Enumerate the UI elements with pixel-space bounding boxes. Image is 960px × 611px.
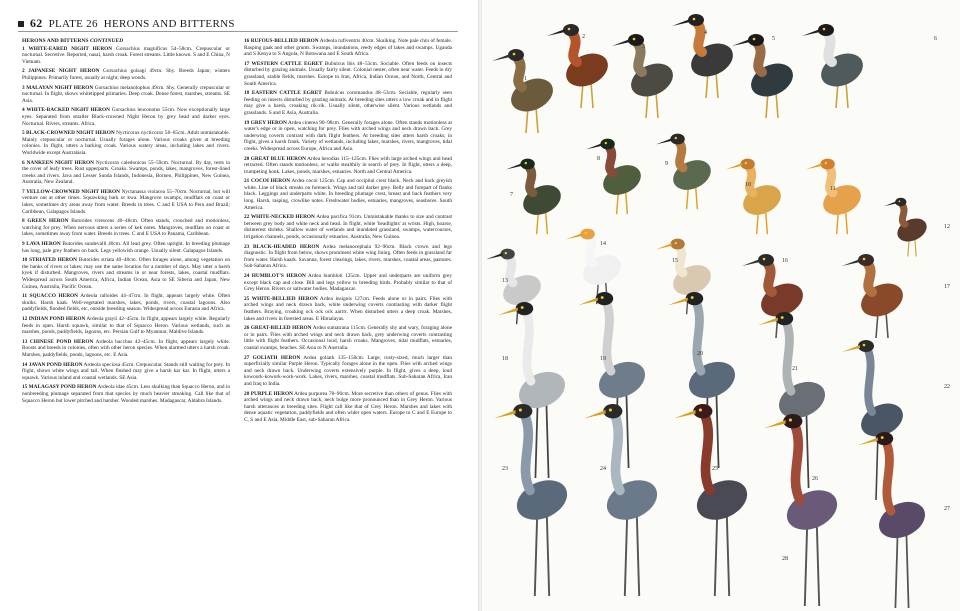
species-description: Ardea insignis 127cm. Feeds alone or in pairs. Flies with arched wings and neck drawn back, white underwing coverts contrasting with darker flight feathers. Braying, croaking ock ock ock aarrrr. When disturbed utters a deep croak. Marshes, lakes and rivers in forested areas. E Himalayas. xyxy=(244,295,452,322)
species-name: 10 STRIATED HERON xyxy=(22,257,78,264)
heron-illustration xyxy=(732,34,798,118)
text-column-left xyxy=(22,38,230,407)
plate-label: PLATE 26 xyxy=(48,17,98,30)
heron-illustration xyxy=(842,340,908,500)
species-description: Ardea humbloti 125cm. Upper and underparts are uniform grey except black cap and close. Bill and legs yellow to breeding birds. Probably similar to that of Grey Heron. Rivers or saltwater bodies. Madagascar. xyxy=(244,273,453,293)
species-name: 9 LAVA HERON xyxy=(22,241,61,248)
plate-number-label: 22 xyxy=(944,384,950,390)
species-name: 25 WHITE-BELLIED HERON xyxy=(244,295,318,302)
species-name: 4 WHITE-BACKED NIGHT HERON xyxy=(22,107,110,114)
species-entry xyxy=(22,160,230,186)
plate-number-label: 26 xyxy=(812,476,818,482)
plate-number-label: 19 xyxy=(600,356,606,362)
plate-number-label: 1 xyxy=(524,76,527,82)
heron-illustration xyxy=(672,14,738,98)
species-name: 23 BLACK-HEADED HERON xyxy=(244,243,320,250)
species-entry xyxy=(244,355,452,388)
species-name: 28 PURPLE HERON xyxy=(244,390,293,397)
species-name: 12 INDIAN POND HERON xyxy=(22,315,86,322)
heron-illustration xyxy=(764,414,844,606)
species-description: Ardea cocoi 125cm. Cap and occipital crest black. Neck and back greyish white. Line of black streaks on foreneck. Wings and tail darker grey. Belly and forepart of flanks black. Leggings and underparts white. In breeding plumage crest, breast and back feathers very long. Harsh, rasping, crowlike notes. Freshwater bodies, estuaries, mangroves, seashores. South America. xyxy=(244,178,452,211)
species-name: 13 CHINESE POND HERON xyxy=(22,338,94,345)
species-entry xyxy=(22,257,230,290)
heron-plate-illustration xyxy=(482,0,960,611)
species-entry xyxy=(22,293,230,313)
plate-number-label: 17 xyxy=(944,284,950,290)
plate-number-label: 11 xyxy=(830,186,836,192)
plate-number-label: 24 xyxy=(600,466,606,472)
plate-number-label: 16 xyxy=(782,258,788,264)
species-description: Ardeola rufiventris 40cm. Skulking. Note pale chin of female. Rasping gaak and other grunts. Swamps, inundations, reedy edges of lakes and swamps. Uganda and S Kenya to S Angola, N Botswana and E South Africa. xyxy=(244,38,452,58)
species-entry xyxy=(22,384,230,404)
plate-number-label: 13 xyxy=(502,278,508,284)
plate-number-label: 12 xyxy=(944,224,950,230)
plate-subtitle: HERONS AND BITTERNS xyxy=(103,17,235,30)
species-name: 17 WESTERN CATTLE EGRET xyxy=(244,60,323,67)
species-description: Ardea pacifica 91cm. Unmistakable thanks to size and contrast between grey body and white neck and head. In flight, white 'headlights' at wrists. High, hoarse, disinterest shrieks. Shallow water of wetlands and inundated grassland, swamps, watercourses, irrigation channels, ponds, occasionally estuaries. Australia, New Guinea. xyxy=(244,214,453,241)
species-description: Ardeola speciosa 45cm. Crepuscular. Stands still waiting for prey. In flight, shows white wings and tail. When flushed may give a harsh kar kar. In flight, utters a squawk. Various inland and coastal wetlands. SE Asia. xyxy=(22,361,230,381)
species-entry xyxy=(22,189,230,215)
plate-number-label: 20 xyxy=(697,351,703,357)
species-description: Gorsachius leuconotus 55cm. Now exceptionally large eyes. Separated from smaller Black-crowned Night Heron by grey head and darker eyes. Nocturnal. Rivers, streams. Africa. xyxy=(22,107,231,127)
species-name: 16 RUFOUS-BELLIED HERON xyxy=(244,38,319,44)
species-description: Butorides striata 40–48cm. Often forages alone, among vegetation on the banks of rivers or lakes; may use the same location for a number of days. May utter a harsh kyek if disturbed. Mangroves, rivers and streams in or near forests, lakes, coastal mudflats. Widespread across South America, Africa, Indian Ocean, Asia to SE Siberia and Japan, New Guinea, Australia, Pacific Ocean. xyxy=(22,257,230,290)
species-name: 2 JAPANESE NIGHT HERON xyxy=(22,68,100,75)
plate-number-label: 21 xyxy=(792,366,798,372)
heron-illustration xyxy=(492,49,558,133)
species-description: Ardea herodias 115–125cm. Flies with large arched wings and head retracted. Often stands motionless, or walks stealthily in search of prey. In flight, utters a deep, trumpeting honk. Lakes, ponds, marshes, estuaries. North and Central America. xyxy=(244,155,452,175)
species-description: Ardeola idae 45cm. Less skulking than Squacco Heron, and in nonbreeding plumage separated from that species by much heavier streaking. Call like that of Squacco Heron but lower pitched and harsher. Wooded marshes. Madagascar, Aldabra Islands. xyxy=(22,384,230,404)
species-description: Butorides sundevalli 40cm. All lead grey. Often upright. In breeding plumage has long, pale grey feathers on back. Legs yellowish orange. Usually silent. Galapagos Islands. xyxy=(22,241,230,254)
species-entry xyxy=(22,218,230,238)
species-entry xyxy=(244,214,452,240)
species-entry xyxy=(22,68,230,81)
plate-number-label: 14 xyxy=(600,241,606,247)
species-description: Ardea melanocephala 92–96cm. Black crown and legs diagnostic. In flight from below, shows prominent white wing lining. Often feeds in grassland far from water. Harsh kaark. Savanna, forest clearings, lakes, rivers, marshes, coastal areas, pastures. Sub-Saharan Africa. xyxy=(244,243,452,270)
species-entry xyxy=(244,244,452,270)
species-entry xyxy=(22,339,230,359)
species-description: Ardea purpurea 78–90cm. More secretive than others of genus. Flies with arched wings and neck drawn back, neck bulge more pronounced than in Grey Heron. Various harsh utterances at breeding sites. Flight call like that of Grey Heron. Marshes and lakes with dense aquatic vegetation, paddyfields and often wider open waters. Europe to C and E Europe to C, S and E Asia, Middle East, sub-Saharan Africa. xyxy=(244,390,453,423)
species-description: Butorides virescens 40–48cm. Often stands, crouched and motionless, watching for prey. When nervous utters a series of kek notes. Mangroves, mudflats on coast or lakes, sometimes away from water. Breeds in trees. C and E USA to Panama, Caribbean. xyxy=(22,218,230,238)
species-name: 26 GREAT-BILLED HERON xyxy=(244,325,312,332)
species-entry xyxy=(22,241,230,254)
plate-number-label: 25 xyxy=(712,466,718,472)
species-entry xyxy=(22,46,230,66)
species-name: 14 JAVAN POND HERON xyxy=(22,361,83,368)
species-name: 19 GREY HERON xyxy=(244,119,287,126)
heron-illustration xyxy=(842,254,908,338)
heron-illustration xyxy=(494,404,574,596)
plate-number-label: 8 xyxy=(597,156,600,162)
species-name: 20 GREAT BLUE HERON xyxy=(244,155,306,162)
species-entry xyxy=(244,61,452,87)
header-rule xyxy=(18,31,458,32)
heron-illustration xyxy=(506,159,566,235)
text-page xyxy=(0,0,478,611)
page-header xyxy=(18,16,235,31)
heron-illustration xyxy=(742,254,808,338)
species-description: Nyctanassa violacea 55–70cm. Nocturnal, but will venture out at other times. Squawking bark or kwa. Mangrove swamps, mudflats on coast or lakes, sometimes dry areas away from water. Breeds in trees. C and E USA to Peru and Brazil; Caribbean, Galapagos Islands. xyxy=(22,188,230,215)
illustration-page xyxy=(482,0,960,611)
plate-number-label: 28 xyxy=(782,556,788,562)
species-entry xyxy=(244,120,452,153)
species-entry xyxy=(22,107,230,127)
plate-number-label: 23 xyxy=(502,466,508,472)
species-description: Nycticorax caledonicus 55–59cm. Nocturnal. By day, rests in the cover of leafy trees. Rust upperparts. Croaks. Swamps, ponds, lakes, mangroves, forest-lined creeks and rivers. Java and Lesser Sunda Islands, Indonesia, Borneo, Philippines, New Guinea, Australia, New Zealand. xyxy=(22,159,230,186)
species-entry xyxy=(22,130,230,156)
species-entry xyxy=(244,296,452,322)
species-description: Bubulcus ibis 48–53cm. Sociable. Often feeds on insects disturbed by grazing animals. Usually fairly silent. Colonial nester, often near water. Feeds in dry grassland, arable fields, marshes. Europe to Iran, Africa, Indian Ocean, and North, Central and South America. xyxy=(244,60,452,87)
species-description: Gorsachius goisagi 49cm. Shy. Breeds Japan; winters Philippines. Primarily forest, usually at night; deep woods. xyxy=(22,68,230,81)
species-description: Ardea goliath 135–150cm. Large, rusty-sized, much larger than superficially similar Purple Heron. Typically forages alone in the open. Flies with arched wings and neck drawn back. Underwing coverts extensively purple. In flight, gives a deep, loud kowoork-kowork-work-work. Lakes, rivers, marshes, coastal mudflats. Sub-Saharan Africa, Iran and Iraq to India. xyxy=(244,354,453,387)
heron-illustration xyxy=(612,34,678,118)
species-entry xyxy=(22,85,230,105)
species-description: Nycticorax nycticorax 58–65cm. Adult unmistakable. Mainly crepuscular or nocturnal. Usually forages alone. Various croaks given at breeding colonies. In flight, utters a barking croak. Various watery areas, including lakes and rivers. Worldwide except Australasia. xyxy=(22,130,230,156)
species-description: Ardeola grayii 42–45cm. In flight, appears largely white. Regularly feeds in open. Harsh squawk, similar to that of Squacco Heron. Various wetlands, such as marshes, ponds, paddyfields, lagoons, etc. Persian Gulf to Myanmar, Maldive Islands. xyxy=(22,315,230,336)
species-description: Ardea sumatrana 115cm. Generally shy and wary, foraging alone or in pairs. Flies with arched wings and neck drawn back, grey underwing coverts contrasting little with flight feathers. Occasional loud, harsh croaks. Mangroves, tidal mudflats, estuaries, coastal swamps, beaches. SE Asia to N Australia. xyxy=(244,325,452,351)
species-name: 8 GREEN HERON xyxy=(22,218,69,225)
plate-number-label: 9 xyxy=(665,161,668,167)
species-description: Gorsachius melanolophus 49cm. Shy. Generally crepuscular or nocturnal. In flight, shows whitetipped primaries. Deep croak. Dense forest, marshes, streams. SE Asia. xyxy=(22,84,230,104)
species-entry xyxy=(244,156,452,176)
species-entry xyxy=(244,178,452,211)
heron-illustration xyxy=(858,432,931,608)
heron-illustration xyxy=(586,139,646,215)
heron-illustration xyxy=(884,198,930,257)
species-name: 15 MALAGASY POND HERON xyxy=(22,384,97,391)
species-name: 1 WHITE-EARED NIGHT HERON xyxy=(22,45,113,52)
species-description: Ardeola bacchus 42–45cm. In flight, appears largely white. Roosts and breeds in colonies, often with other heron species. When alarmed utters a harsh croak. Marshes, paddyfields, ponds, lagoons, etc. E Asia. xyxy=(22,338,230,358)
species-name: 22 WHITE-NECKED HERON xyxy=(244,214,315,221)
heron-illustration xyxy=(726,159,786,235)
species-name: 5 BLACK-CROWNED NIGHT HERON xyxy=(22,130,115,137)
species-entry xyxy=(244,391,452,424)
heron-illustration xyxy=(674,404,754,596)
species-description: Ardeola ralloides 44–47cm. In flight, appears largely white. Often skulks. Harsh kaak. Well-vegetated marshes, lakes, ponds, rivers, coastal lagoons. Also paddyfields, flooded fields, etc, outside breeding season. Widespread across Eurasia and Africa. xyxy=(22,293,230,313)
heron-illustration xyxy=(486,249,546,325)
plate-number-label: 27 xyxy=(944,506,950,512)
species-description: Ardea cinerea 90–98cm. Generally forages alone. Often stands motionless at water's edge or in open, watching for prey. Flies with arched wings and neck drawn back. Grey underwing coverts contrast with dark flight feathers. At breeding sites utters harsh croaks; in flight, gives a harsh frank. Variety of wetlands, including lakes, marshes, rivers, mangroves, tidal creeks. Widespread across Europe, Africa and Asia. xyxy=(244,119,452,152)
plate-number-label: 5 xyxy=(772,36,775,42)
species-name: 6 NANKEEN NIGHT HERON xyxy=(22,159,94,166)
heron-illustration xyxy=(547,24,613,108)
species-name: 18 EASTERN CATTLE EGRET xyxy=(244,90,322,97)
species-description: Gorsachius magnificus 54–58cm. Crepuscular or nocturnal. Secretive. Reported, nasal, harsh croak. Forest streams. Little known. S and E China, N Vietnam. xyxy=(22,45,230,65)
heron-illustration xyxy=(584,404,664,596)
species-name: 11 SQUACCO HERON xyxy=(22,293,78,300)
species-name: 24 HUMBLOT'S HERON xyxy=(244,273,306,279)
species-name: 7 YELLOW-CROWNED NIGHT HERON xyxy=(22,188,120,195)
plate-number-label: 15 xyxy=(672,258,678,264)
species-entry xyxy=(244,38,452,58)
species-name: 27 GOLIATH HERON xyxy=(244,354,301,361)
species-entry xyxy=(244,273,452,293)
section-title: HERONS AND BITTERNS CONTINUED xyxy=(22,38,124,44)
plate-number-label: 6 xyxy=(934,36,937,42)
species-entry xyxy=(22,316,230,336)
text-column-right xyxy=(244,38,452,426)
plate-number-label: 18 xyxy=(502,356,508,362)
heron-illustration xyxy=(656,134,716,210)
plate-number-label: 7 xyxy=(510,192,513,198)
species-entry xyxy=(22,362,230,382)
heron-illustration xyxy=(498,302,571,478)
page-marker-icon xyxy=(18,21,24,27)
species-description: Bubulcus coromandus 48–53cm. Sociable, regularly seen feeding on insects disturbed by grazing animals. At breeding sites utters a low croak and in flight may give a harsh, croaking rik-rik. Usually silent, otherwise silent. Various wetlands and grasslands. S and E Asia, Australia. xyxy=(244,90,452,116)
page-number: 62 xyxy=(30,16,43,30)
heron-illustration xyxy=(806,159,866,235)
heron-illustration xyxy=(566,229,626,305)
plate-number-label: 10 xyxy=(745,182,751,188)
heron-illustration xyxy=(802,24,868,108)
plate-number-label: 3 xyxy=(642,44,645,50)
species-entry xyxy=(244,90,452,116)
species-name: 3 MALAYAN NIGHT HERON xyxy=(22,84,94,91)
species-name: 21 COCOI HERON xyxy=(244,178,291,185)
plate-number-label: 2 xyxy=(582,34,585,40)
heron-illustration xyxy=(656,239,716,315)
plate-number-label: 4 xyxy=(704,30,707,36)
species-entry xyxy=(244,325,452,351)
